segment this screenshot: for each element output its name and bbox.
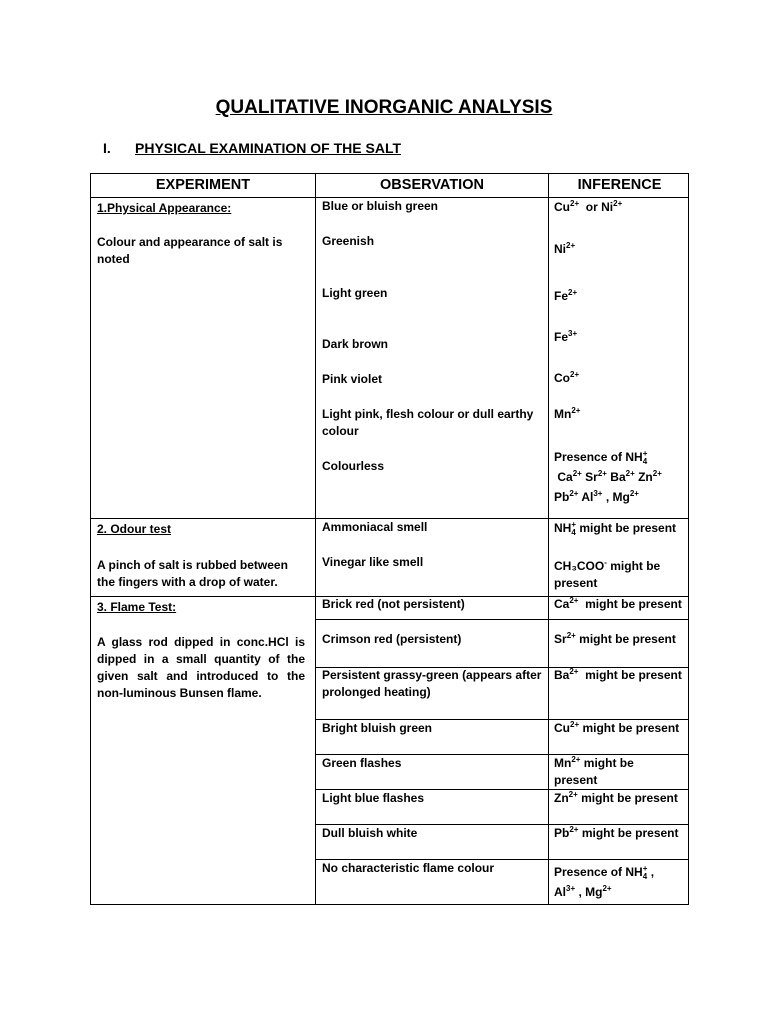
section-number: I. [103,140,111,156]
header-experiment: EXPERIMENT [155,177,251,193]
experiment-description-odour-test: A pinch of salt is rubbed between the fingers with a drop of water. [97,558,288,589]
inference: $Ba^{2+}$ might be present [554,667,682,682]
experiment-heading-flame-test: 3. Flame Test: [97,600,177,614]
section-title: PHYSICAL EXAMINATION OF THE SALT [135,140,402,156]
header-observation: OBSERVATION [380,177,484,193]
observation: Dull bluish white [322,826,418,840]
inference: $Fe^{2+}$ [554,288,578,303]
observation: Light blue flashes [322,791,425,805]
inference: $Ni^{2+}$ [554,241,576,256]
page-title: QUALITATIVE INORGANIC ANALYSIS [215,97,553,118]
observation: Colourless [322,459,385,473]
inference: $Zn^{2+}$ might be present [554,790,678,805]
observation: Crimson red (persistent) [322,632,462,646]
observation: Bright bluish green [322,721,433,735]
inference: Presence of NH + 4 , $Al^{3+}$ , $Mg^{2+}$ [554,864,655,899]
inference: $Fe^{3+}$ [554,329,578,344]
experiment-description-flame-test: A glass rod dipped in conc.HCl is dipped in a small quantity of the given salt and introduced to the non-luminous Bunsen flame. [97,635,305,700]
column-divider [548,174,549,904]
observation: Brick red (not persistent) [322,597,465,611]
inference: $Pb^{2+}$ might be present [554,825,679,840]
inference: $Cu^{2+}$ might be present [554,720,680,735]
observation: Ammoniacal smell [322,520,428,534]
observation: Light pink, flesh colour or dull earthy colour [322,407,534,438]
observation: Vinegar like smell [322,555,424,569]
experiment-description-physical-appearance: Colour and appearance of salt is noted [97,235,283,266]
experiment-heading-odour-test: 2. Odour test [97,522,172,536]
observation: Pink violet [322,372,383,386]
column-divider [315,174,316,904]
inference: $Mn^{2+}$ might be present [554,755,634,787]
inference: $Co^{2+}$ [554,370,580,385]
header-inference: INFERENCE [577,177,662,193]
observation: Green flashes [322,756,402,770]
observation: Light green [322,286,388,300]
observation: Blue or bluish green [322,199,439,213]
inference: $Ca^{2+}$ might be present [554,596,682,611]
observation: Dark brown [322,337,389,351]
row-divider [315,619,688,620]
inference: NH + 4 might be present [554,520,677,537]
inference: $Mn^{2+}$ [554,406,581,421]
experiment-heading-physical-appearance: 1.Physical Appearance: [97,201,232,215]
analysis-table [90,173,689,905]
inference: $Cu^{2+}$ or $Ni^{2+}$ [554,199,623,214]
inference: $Sr^{2+}$ might be present [554,631,676,646]
observation: Greenish [322,234,375,248]
observation: No characteristic flame colour [322,861,495,875]
observation: Persistent grassy-green (appears after prolonged heating) [322,668,542,699]
inference: Presence of NH + 4 $Ca^{2+}$ $Sr^{2+}$ $Ba^{2+}$ $Zn^{2+}$ $Pb^{2+}$ $Al^{3+}$ , $Mg^{2+}$ [554,449,662,504]
inference: CH₃COO- might be present [554,558,661,590]
